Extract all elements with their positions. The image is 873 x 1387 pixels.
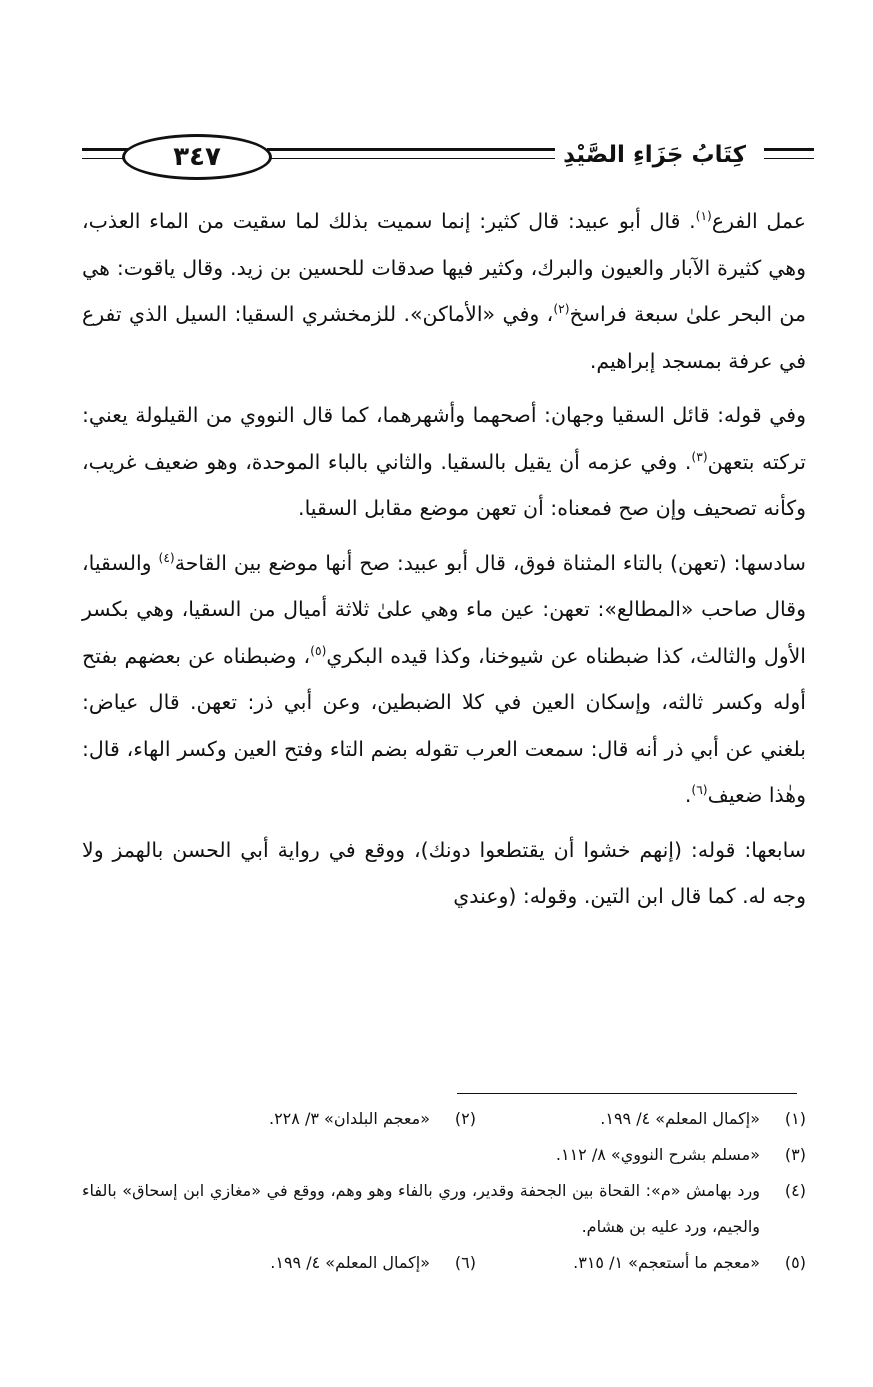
- footnote-ref-5: (٥): [310, 643, 327, 658]
- footnote-separator: [457, 1093, 797, 1094]
- footnote-3: (٣) «مسلم بشرح النووي» ٨/ ١١٢.: [555, 1145, 806, 1164]
- page-number-badge: [122, 134, 272, 180]
- footnote-5: (٥) «معجم ما أستعجم» ١/ ٣١٥.: [573, 1253, 806, 1272]
- page-number: ٣٤٧: [173, 142, 221, 172]
- footnote-ref-1: (١): [695, 209, 712, 224]
- header-rule-right-thin: [764, 158, 814, 159]
- footnote-ref-2: (٢): [553, 302, 570, 317]
- footnote-ref-4: (٤): [158, 550, 175, 565]
- footnote-4: (٤) ورد بهامش «م»: القحاة بين الجحفة وقدير، وري بالفاء وهو وهم، ووقع في «مغازي ابن إسحاق» بالفاء والجيم، ورد عليه بن هشام.: [82, 1181, 806, 1236]
- footnote-row-2: [82, 1137, 806, 1173]
- footnote-2: (٢) «معجم البلدان» ٣/ ٢٢٨.: [268, 1109, 476, 1128]
- footnote-ref-3: (٣): [691, 449, 708, 464]
- main-text: [82, 198, 806, 928]
- running-title: كِتَابُ جَزَاءِ الصَّيْدِ: [555, 142, 754, 168]
- paragraph-3: سادسها: (تعهن) بالتاء المثناة فوق، قال أبو عبيد: صح أنها موضع بين القاحة$^{(٤)}$ والسقيا، وقال صاحب «المطالع»: تعهن: عين ماء وهي علىٰ ثلاثة أميال من السقيا، وهي بكسر الأول والثالث، كذا ضبطناه عن شيوخنا، وكذا قيده البكري$^{(٥)}$، وضبطناه عن بعضهم بفتح أوله وكسر ثالثه، وإسكان العين في كلا الضبطين، وعن أبي ذر: تعهن. قال عياض: بلغني عن أبي ذر أنه قال: سمعت العرب تقوله بضم التاء وفتح العين وكسر الهاء، قال: وهٰذا ضعيف$^{(٦)}$.: [82, 550, 807, 807]
- footnote-row-4: [82, 1245, 806, 1281]
- paragraph-4: سابعها: قوله: (إنهم خشوا أن يقتطعوا دونك)، ووقع في رواية أبي الحسن بالهمز ولا وجه له. كما قال ابن التين. وقوله: (وعندي: [82, 837, 806, 908]
- footnote-1: (١) «إكمال المعلم» ٤/ ١٩٩.: [600, 1109, 806, 1128]
- page-header: [82, 134, 814, 186]
- header-rule-right: [764, 148, 814, 151]
- footnotes: [82, 1101, 806, 1281]
- footnote-row-1: [82, 1101, 806, 1137]
- footnote-ref-6: (٦): [691, 783, 708, 798]
- paragraph-2: وفي قوله: قائل السقيا وجهان: أصحهما وأشهرهما، كما قال النووي من القيلولة يعني: تركته بتعهن$^{(٣)}$. وفي عزمه أن يقيل بالسقيا. والثاني بالباء الموحدة، وهو ضعيف غريب، وكأنه تصحيف وإن صح فمعناه: أن تعهن موضع مقابل السقيا.: [82, 403, 806, 520]
- footnote-row-3: [82, 1173, 806, 1245]
- footnote-6: (٦) «إكمال المعلم» ٤/ ١٩٩.: [270, 1253, 476, 1272]
- paragraph-1: عمل الفرع$^{(١)}$. قال أبو عبيد: قال كثير: إنما سميت بذلك لما سقيت من الماء العذب، وهي كثيرة الآبار والعيون والبرك، وكثير فيها صدقات للحسين بن زيد. وقال ياقوت: هي من البحر علىٰ سبعة فراسخ$^{(٢)}$، وفي «الأماكن». للزمخشري السقيا: السيل الذي تفرع في عرفة بمسجد إبراهيم.: [82, 209, 807, 373]
